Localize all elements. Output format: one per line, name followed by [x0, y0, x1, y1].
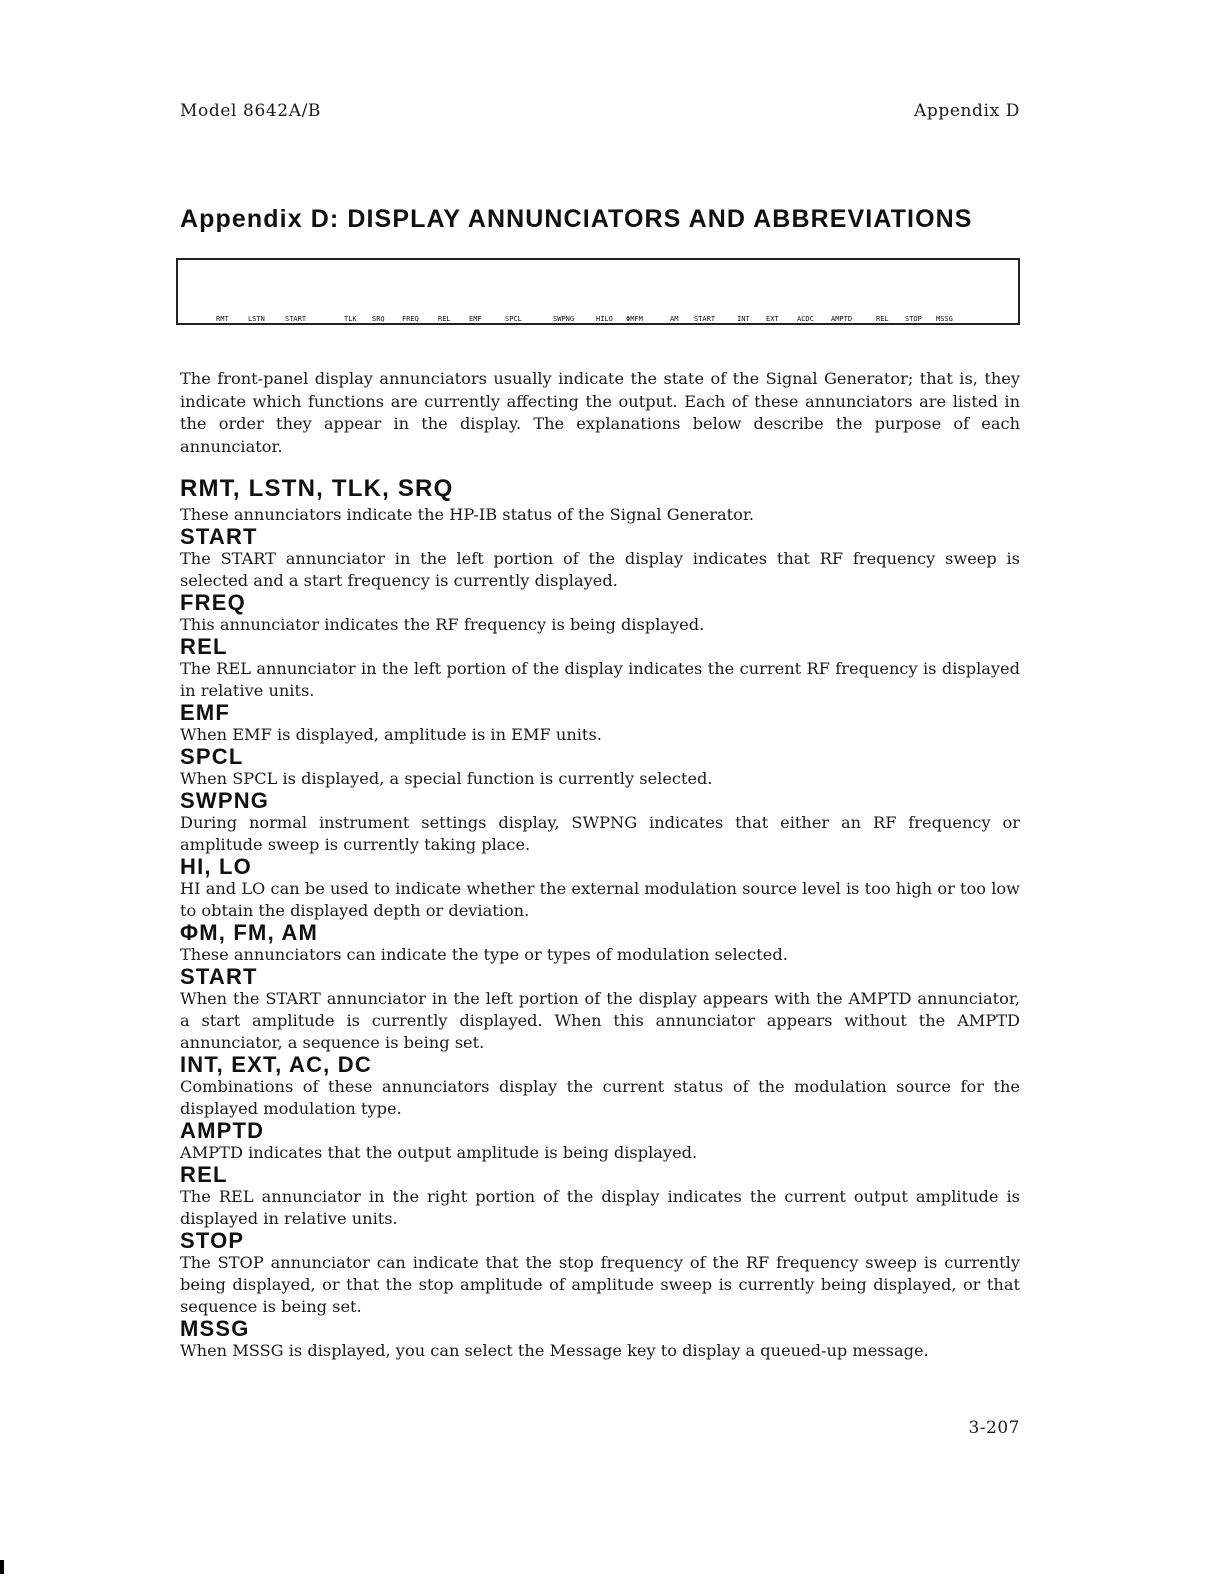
entry-text: This annunciator indicates the RF frequency is being displayed.: [180, 615, 705, 634]
entry-text: When MSSG is displayed, you can select the Message key to display a queued-up message.: [180, 1341, 929, 1360]
entry-heading: EMF: [180, 700, 231, 725]
entry-heading: REL: [180, 1162, 228, 1187]
entry: [180, 1318, 1020, 1362]
entry-heading: ΦM, FM, AM: [180, 920, 318, 945]
entry-text: The STOP annunciator can indicate that the stop frequency of the RF frequency sweep is currently being displayed, or that the stop amplitude of amplitude sweep is currently being displayed, or that sequence is being set.: [180, 1253, 1020, 1316]
page-number: 3-207: [968, 1418, 1020, 1438]
annunciator-label: REL: [438, 315, 451, 323]
intro-paragraph: The front-panel display annunciators usually indicate the state of the Signal Generator; that is, they indicate which functions are currently affecting the output. Each of these annunciators are listed in the order they appear in the display. The explanations below describe the purpose of each annunciator.: [180, 369, 1020, 456]
annunciator-label: EXT: [766, 315, 779, 323]
annunciator-label: LSTN: [248, 315, 265, 323]
entry: [180, 746, 1020, 790]
entry-text: The REL annunciator in the left portion of the display indicates the current RF frequency is displayed in relative units.: [180, 659, 1020, 700]
entry: [180, 1164, 1020, 1230]
entry-text: When EMF is displayed, amplitude is in EMF units.: [180, 725, 602, 744]
annunciator-label: AM: [670, 315, 679, 323]
page-title: Appendix D: DISPLAY ANNUNCIATORS AND ABBREVIATIONS: [180, 205, 973, 233]
entry-text: These annunciators indicate the HP-IB status of the Signal Generator.: [180, 505, 754, 524]
document-page: [180, 0, 1020, 1582]
annunciator-label: HILO: [596, 315, 613, 323]
entry-heading: AMPTD: [180, 1118, 265, 1143]
entry-heading: FREQ: [180, 590, 246, 615]
entry: [180, 790, 1020, 856]
entry: [180, 856, 1020, 922]
entry: [180, 922, 1020, 966]
entry-text: Combinations of these annunciators display the current status of the modulation source for the displayed modulation type.: [180, 1077, 1020, 1118]
entry-heading: RMT, LSTN, TLK, SRQ: [180, 475, 454, 502]
entry: [180, 636, 1020, 702]
scan-edge-mark: [0, 1560, 4, 1574]
entry-heading: START: [180, 524, 258, 549]
annunciator-label: MSSG: [936, 315, 953, 323]
entry-text: AMPTD indicates that the output amplitude is being displayed.: [180, 1143, 698, 1162]
entry: [180, 1054, 1020, 1120]
annunciator-label: SWPNG: [553, 315, 575, 323]
entry-heading: REL: [180, 634, 228, 659]
annunciator-label: AMPTD: [831, 315, 853, 323]
entry: [180, 1230, 1020, 1318]
annunciator-label: STOP: [905, 315, 922, 323]
entry-text: The START annunciator in the left portion of the display indicates that RF frequency sweep is selected and a start frequency is currently displayed.: [180, 549, 1020, 590]
entry-heading: MSSG: [180, 1316, 250, 1341]
annunciator-label: ΦMFM: [626, 315, 643, 323]
display-diagram: [176, 258, 1020, 325]
annunciator-label: REL: [876, 315, 889, 323]
entry: [180, 592, 1020, 636]
entry: [180, 966, 1020, 1054]
annunciator-list: [180, 476, 1020, 1362]
annunciator-label: SPCL: [505, 315, 522, 323]
annunciator-label: RMT: [216, 315, 229, 323]
annunciator-label: SRQ: [372, 315, 385, 323]
annunciator-label: ACDC: [797, 315, 814, 323]
header-model: Model 8642A/B: [180, 101, 321, 121]
entry-text: When the START annunciator in the left portion of the display appears with the AMPTD annunciator, a start amplitude is currently displayed. When this annunciator appears without the AMPTD annunciator, a sequence is being set.: [180, 989, 1020, 1052]
entry: [180, 1120, 1020, 1164]
entry: [180, 476, 1020, 526]
entry-text: During normal instrument settings display, SWPNG indicates that either an RF frequency or amplitude sweep is currently taking place.: [180, 813, 1020, 854]
entry-text: These annunciators can indicate the type or types of modulation selected.: [180, 945, 788, 964]
annunciator-label: START: [285, 315, 307, 323]
annunciator-label: EMF: [469, 315, 482, 323]
entry-text: When SPCL is displayed, a special function is currently selected.: [180, 769, 713, 788]
entry-heading: INT, EXT, AC, DC: [180, 1052, 372, 1077]
entry-text: HI and LO can be used to indicate whether the external modulation source level is too high or too low to obtain the displayed depth or deviation.: [180, 879, 1020, 920]
entry-heading: STOP: [180, 1228, 245, 1253]
entry: [180, 526, 1020, 592]
annunciator-label: FREQ: [402, 315, 419, 323]
annunciator-row: [216, 315, 976, 324]
header-section: Appendix D: [914, 101, 1020, 121]
entry-heading: START: [180, 964, 258, 989]
entry-heading: SWPNG: [180, 788, 270, 813]
entry: [180, 702, 1020, 746]
entry-heading: SPCL: [180, 744, 244, 769]
annunciator-label: START: [694, 315, 716, 323]
entry-text: The REL annunciator in the right portion of the display indicates the current output amplitude is displayed in relative units.: [180, 1187, 1020, 1228]
annunciator-label: TLK: [344, 315, 357, 323]
annunciator-label: INT: [737, 315, 750, 323]
entry-heading: HI, LO: [180, 854, 252, 879]
